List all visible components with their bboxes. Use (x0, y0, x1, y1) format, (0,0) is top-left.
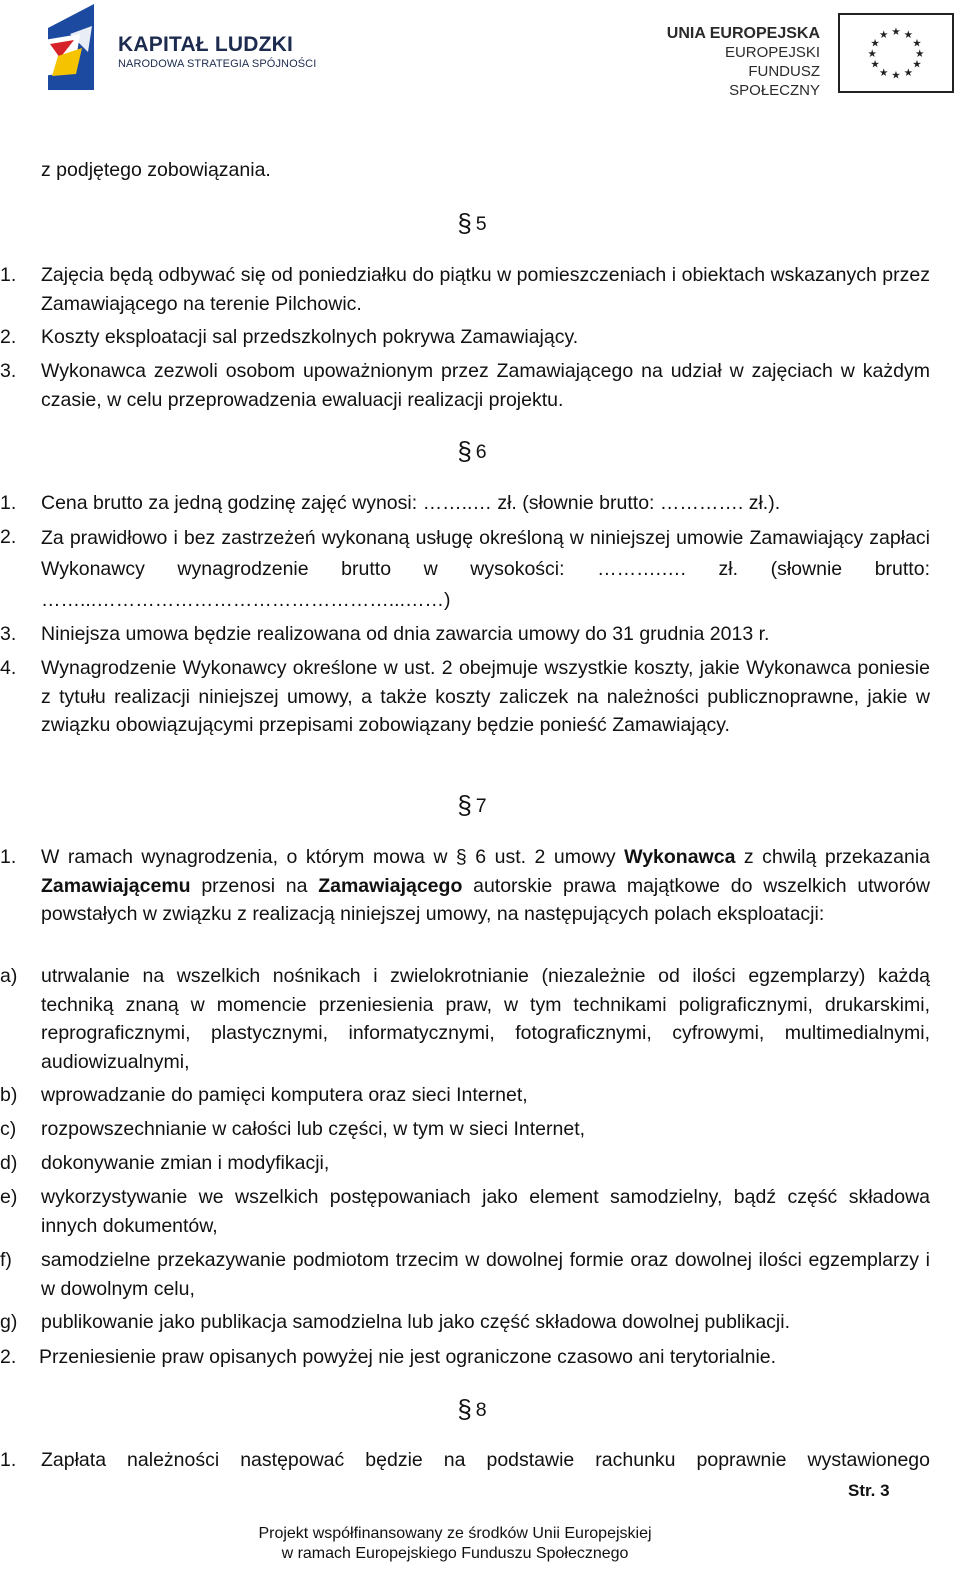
item-number: 1. (0, 264, 17, 286)
item-text: Przeniesienie praw opisanych powyżej nie jest ograniczone czasowo ani terytorialnie. (39, 1346, 777, 1368)
item-text: wykorzystywanie we wszelkich postępowaniach jako element samodzielny, bądź część składowa innych dokumentów, (41, 1186, 930, 1237)
section-mark: § (457, 208, 472, 238)
item-letter: e) (0, 1186, 18, 1208)
item-number: 4. (0, 657, 17, 679)
kapital-ludzki-title: KAPITAŁ LUDZKI (118, 33, 294, 56)
eu-logo-line3: FUNDUSZ SPOŁECZNY (729, 63, 820, 99)
svg-text:★: ★ (903, 67, 914, 79)
item-text: utrwalanie na wszelkich nośnikach i zwielokrotnianie (niezależnie od ilości egzemplarzy) każdą techniką znaną w momencie przeniesienia praw, w tym technikami poligraficznymi, drukarskimi, reprograficznymi, plastycznymi, informatycznymi, fotograficznymi, cyfrowymi, multimedialnymi, audiowizualnymi, (41, 965, 930, 1073)
item-text: Wykonawca zezwoli osobom upoważnionym przez Zamawiającego na udział w zajęciach w każdym czasie, w celu przeprowadzenia ewaluacji realizacji projektu. (41, 360, 930, 411)
item-number: 3. (0, 623, 17, 645)
section-number: 6 (475, 441, 487, 463)
item-number: 3. (0, 360, 17, 382)
svg-text:★: ★ (878, 29, 889, 41)
item-text: Koszty eksploatacji sal przedszkolnych pokrywa Zamawiający. (41, 326, 579, 348)
eu-logo-text (660, 24, 820, 100)
item-letter: d) (0, 1152, 18, 1174)
item-text: samodzielne przekazywanie podmiotom trzecim w dowolnej formie oraz dowolnej ilości egzemplarzy i w dowolnym celu, (41, 1249, 930, 1300)
item-text: Cena brutto za jedną godzinę zajęć wynosi: ……..… zł. (słownie brutto: …………. zł.). (41, 492, 781, 514)
item-letter: a) (0, 965, 18, 987)
section-number: 5 (475, 213, 487, 235)
svg-text:★: ★ (867, 48, 877, 60)
item-text: dokonywanie zmian i modyfikacji, (41, 1152, 330, 1174)
svg-text:★: ★ (903, 29, 914, 41)
item-text: Zajęcia będą odbywać się od poniedziałku do piątku w pomieszczeniach i obiektach wskazanych przez Zamawiającego na terenie Pilchowic. (41, 264, 930, 315)
section-heading-8 (0, 1395, 944, 1425)
section-heading-7 (0, 791, 944, 821)
item-letter: b) (0, 1084, 18, 1106)
page-number: Str. 3 (848, 1481, 890, 1500)
item-text: Zapłata należności następować będzie na podstawie rachunku poprawnie wystawionego (41, 1449, 930, 1471)
item-number: 1. (0, 846, 17, 868)
item-letter: g) (0, 1311, 18, 1333)
svg-text:★: ★ (891, 70, 901, 82)
item-number: 1. (0, 1449, 17, 1471)
footer (0, 1524, 910, 1564)
section-heading-5 (0, 209, 944, 239)
item-text: Wynagrodzenie Wykonawcy określone w ust. 2 obejmuje wszystkie koszty, jakie Wykonawca poniesie z tytułu realizacji niniejszej umowy, a także koszty zaliczek na należności publicznoprawne, jakie w związku obowiązującymi przepisami zobowiązany będzie ponieść Zamawiający. (41, 657, 930, 736)
item-text: publikowanie jako publikacja samodzielna lub jako część składowa dowolnej publikacji. (41, 1311, 791, 1333)
eu-logo-line2: EUROPEJSKI (724, 44, 820, 61)
svg-text:★: ★ (870, 59, 880, 71)
eu-flag-icon (838, 13, 954, 93)
kapital-ludzki-subtitle: NARODOWA STRATEGIA SPÓJNOŚCI (118, 58, 317, 70)
item-letter: f) (0, 1249, 12, 1271)
bold-term: Zamawiającemu (41, 874, 191, 897)
section-mark: § (457, 436, 472, 466)
footer-line2: w ramach Europejskiego Funduszu Społecznego (281, 1545, 629, 1562)
bold-term: Zamawiającego (318, 874, 463, 897)
svg-text:★: ★ (878, 67, 889, 79)
section-number: 7 (475, 795, 487, 817)
item-number: 2. (0, 1346, 17, 1368)
intro-text: z podjętego zobowiązania. (41, 159, 271, 181)
text-run: przenosi na (190, 874, 319, 897)
svg-text:★: ★ (891, 26, 901, 38)
bold-term: Wykonawca (624, 846, 736, 868)
item-text: Niniejsza umowa będzie realizowana od dnia zawarcia umowy do 31 grudnia 2013 r. (41, 623, 770, 645)
item-number: 2. (0, 526, 17, 548)
svg-text:★: ★ (915, 48, 925, 60)
section-heading-6 (0, 437, 944, 467)
item-number: 2. (0, 326, 17, 348)
footer-line1: Projekt współfinansowany ze środków Unii Europejskiej (258, 1525, 652, 1542)
eu-logo-line1: UNIA EUROPEJSKA (666, 25, 820, 42)
text-run: z chwilą przekazania (735, 846, 930, 868)
section-number: 8 (475, 1399, 487, 1421)
svg-text:★: ★ (912, 59, 922, 71)
svg-text:★: ★ (912, 38, 922, 50)
item-text (41, 843, 930, 929)
svg-text:★: ★ (870, 38, 880, 50)
text-run: autorskie prawa majątkowe do wszelkich utworów powstałych w związku z realizacją niniejszej umowy, na następujących polach eksploatacji: (41, 874, 930, 925)
item-text: wprowadzanie do pamięci komputera oraz sieci Internet, (41, 1084, 528, 1106)
item-number: 1. (0, 492, 17, 514)
section-mark: § (457, 1394, 472, 1424)
text-run: W ramach wynagrodzenia, o którym mowa w § 6 ust. 2 umowy (41, 846, 625, 868)
section-mark: § (457, 790, 472, 820)
item-text: Za prawidłowo i bez zastrzeżeń wykonaną usługę określoną w niniejszej umowie Zamawiający zapłaci Wykonawcy wynagrodzenie brutto w wysokości: ……….…. zł. (słownie brutto: ……...………………………………………...……) (41, 527, 930, 611)
item-text: rozpowszechnianie w całości lub części, w tym w sieci Internet, (41, 1118, 586, 1140)
item-letter: c) (0, 1118, 17, 1140)
